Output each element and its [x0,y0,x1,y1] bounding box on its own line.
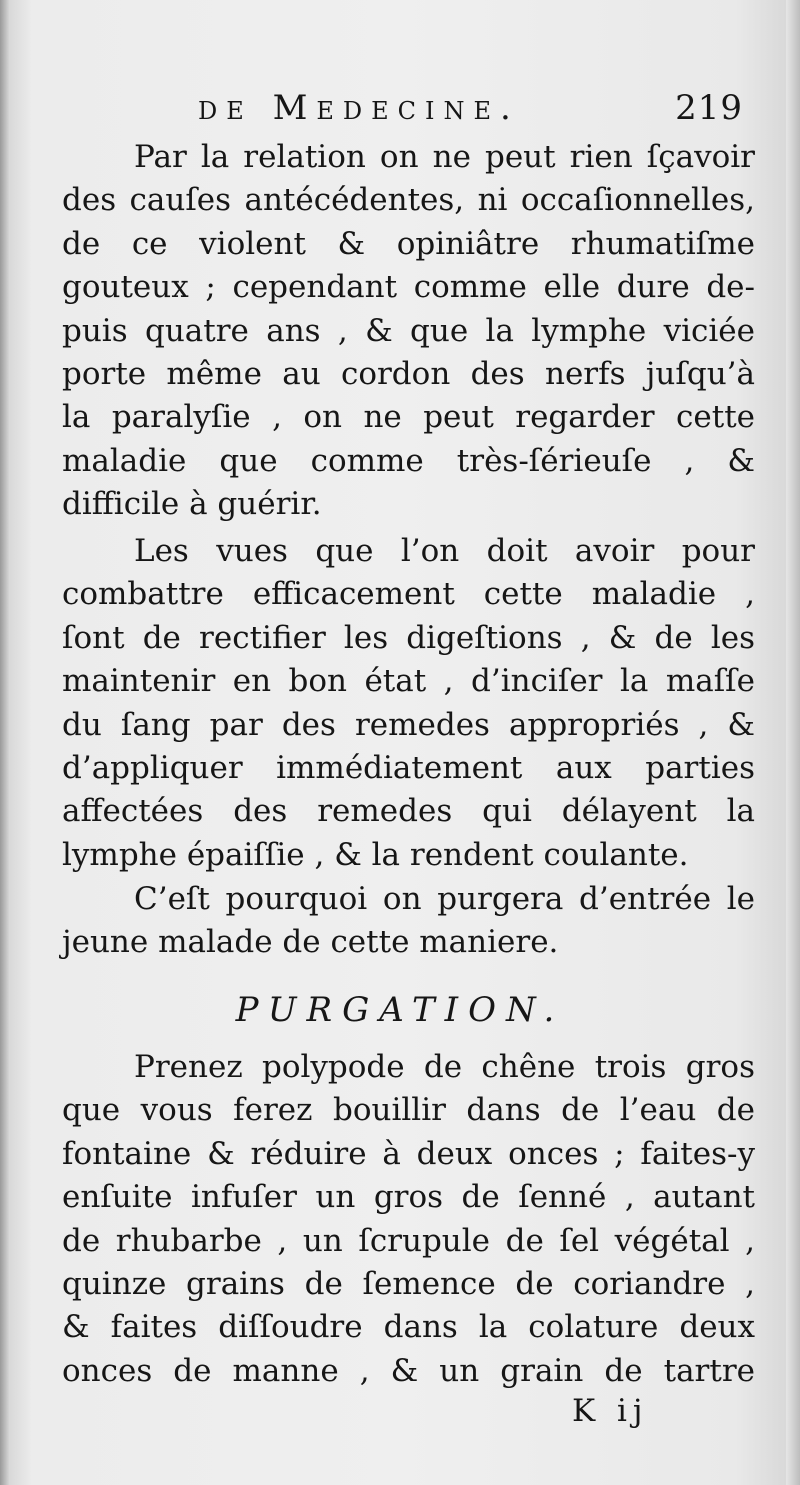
text-line: la paralyſie , on ne peut regarder cette [62,399,755,436]
page-gutter-shadow [0,0,10,1485]
paragraph-3 [62,878,755,965]
text-line: porte même au cordon des nerfs juſqu’à [62,355,755,392]
running-title: de Medecine. [198,88,520,128]
text-line: ſont de rectifier les digeſtions , & de les [62,619,755,656]
text-line: & faites diſſoudre dans la colature deux [62,1309,755,1346]
text-line: de rhubarbe , un ſcrupule de ſel végétal , [62,1222,755,1259]
running-header [198,88,743,138]
text-line: maladie que comme très-ſérieuſe , & [62,442,755,479]
text-line: enſuite infuſer un gros de ſenné , autant [62,1179,755,1216]
page-number: 219 [675,88,743,128]
paragraph-1 [62,136,755,527]
text-line: difficile à guérir. [62,486,322,523]
text-line: C’eſt pourquoi on purgera d’entrée le [134,881,755,917]
text-line: du ſang par des remedes appropriés , & [62,706,755,743]
text-line: de ce violent & opiniâtre rhumatiſme [62,225,755,262]
text-line: fontaine & réduire à deux onces ; faites-y [62,1135,755,1172]
text-line: d’appliquer immédiatement aux parties [62,749,755,786]
text-line: lymphe épaiſſie , & la rendent coulante. [62,836,689,873]
signature-mark: K ij [572,1393,649,1429]
text-line: onces de manne , & un grain de tartre [62,1352,755,1389]
text-line: combattre efficacement cette maladie , [62,576,755,613]
text-line: gouteux ; cependant comme elle dure de- [62,269,755,306]
section-heading: PURGATION. [235,990,565,1030]
text-line: jeune malade de cette maniere. [62,924,559,961]
text-line: maintenir en bon état , d’inciſer la maſſe [62,663,755,700]
text-line: affectées des remedes qui délayent la [62,793,755,830]
text-line: quinze grains de ſemence de coriandre , [62,1265,755,1302]
paragraph-2 [62,530,755,877]
text-line: Les vues que l’on doit avoir pour [134,533,755,569]
text-line: Par la relation on ne peut rien ſçavoir [134,139,755,175]
text-line: Prenez polypode de chêne trois gros [134,1049,755,1085]
text-line: des cauſes antécédentes, ni occaſionnelles, [62,182,755,219]
text-line: puis quatre ans , & que la lymphe viciée [62,312,755,349]
page-edge-shadow [786,0,800,1485]
paragraph-4 [62,1046,755,1393]
text-line: que vous ferez bouillir dans de l’eau de [62,1092,755,1129]
